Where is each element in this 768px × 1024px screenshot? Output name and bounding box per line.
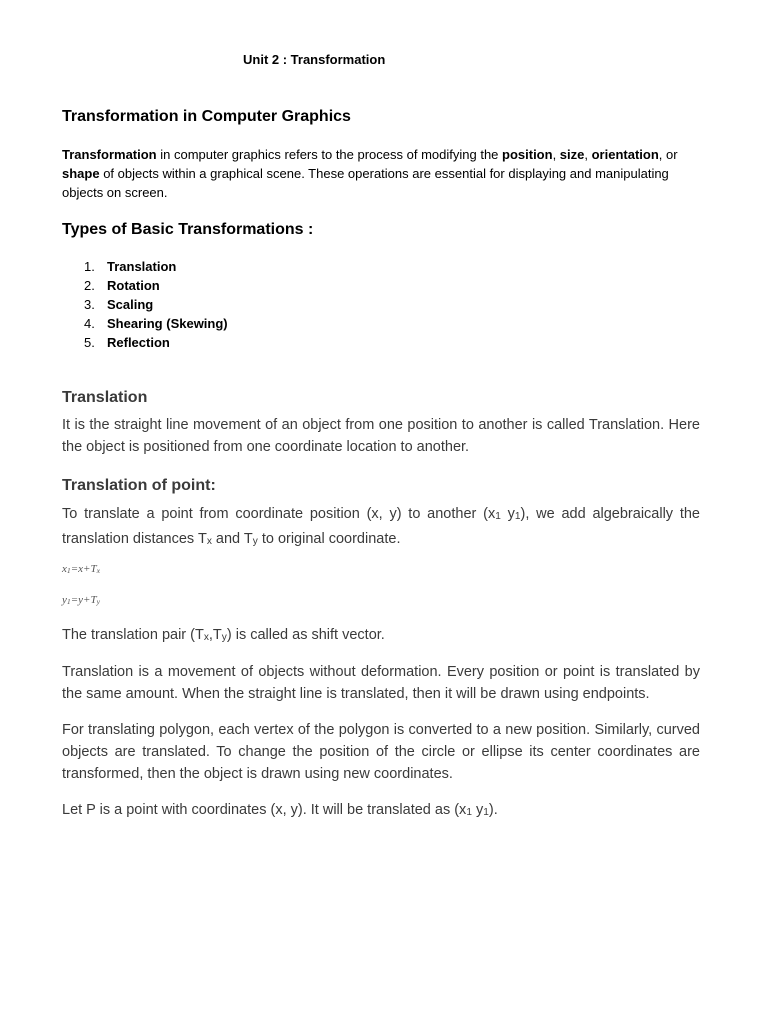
point-p-paragraph: Let P is a point with coordinates (x, y). It will be translated as (x1 y1). [62,802,498,818]
list-item: 2. Rotation [84,278,160,293]
translation-point-heading: Translation of point: [62,477,216,494]
translation-point-paragraph: To translate a point from coordinate position (x, y) to another (x1 y1), we add algebraically the translation distances Tx and Ty to original coordinate. [62,506,700,547]
translation-heading: Translation [62,389,148,406]
list-item: 4. Shearing (Skewing) [84,316,228,331]
list-item: 1. Translation [84,259,177,274]
term-transformation: Transformation [62,147,157,162]
term-orientation: orientation [591,147,659,162]
main-heading: Transformation in Computer Graphics [62,108,351,125]
formula-y: y1=y+Ty [62,594,101,606]
list-item: 3. Scaling [84,297,154,312]
types-heading: Types of Basic Transformations : [62,221,314,238]
translation-definition: It is the straight line movement of an object from one position to another is called Translation. Here the object is positioned from one coordinate location to another. [62,417,700,455]
polygon-paragraph: For translating polygon, each vertex of the polygon is converted to a new position. Similarly, curved objects are translated. To change the position of the circle or ellipse its center coordinates are transformed, then the object is drawn using new coordinates. [62,722,700,782]
movement-paragraph: Translation is a movement of objects without deformation. Every position or point is translated by the same amount. When the straight line is translated, then it will be drawn using endpoints. [62,664,700,702]
term-shape: shape [62,166,100,181]
formula-x: x1=x+Tx [62,563,101,575]
shift-vector-paragraph: The translation pair (Tx,Ty) is called as shift vector. [62,627,385,643]
term-position: position [502,147,553,162]
term-size: size [559,147,585,162]
unit-title: Unit 2 : Transformation [243,52,386,67]
intro-paragraph: Transformation in computer graphics refers to the process of modifying the position, size, orientation, or shape of objects within a graphical scene. These operations are essential for displaying and manipulating objects on screen. [62,147,678,200]
list-item: 5. Reflection [84,335,170,350]
types-list [84,257,228,352]
